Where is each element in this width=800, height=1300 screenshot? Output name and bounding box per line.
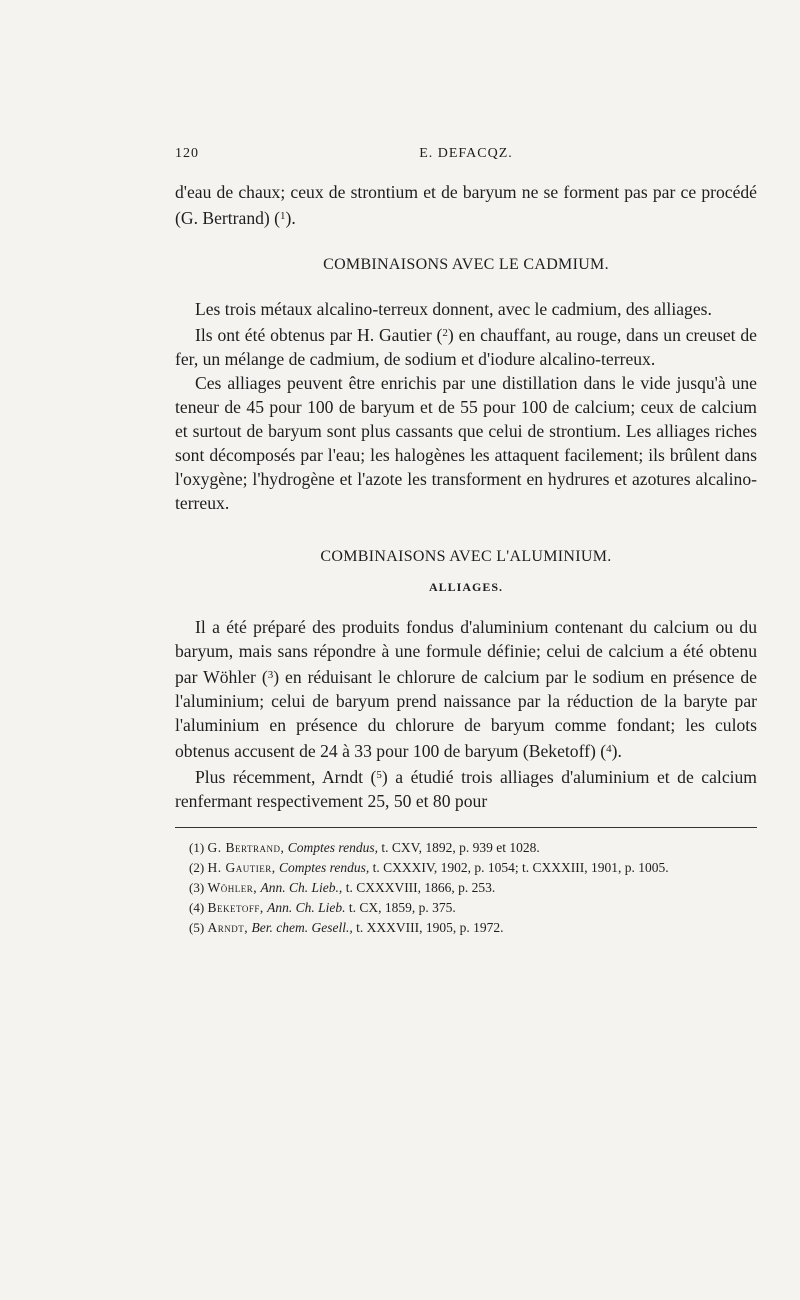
section-heading-cadmium: COMBINAISONS AVEC LE CADMIUM. [323,256,609,273]
footnote-ref: 4 [606,743,612,755]
footnote-number: (4) [189,900,205,915]
section-heading-aluminium: COMBINAISONS AVEC L'ALUMINIUM. [320,548,612,565]
footnote-author: H. Gautier, [207,860,276,875]
paragraph [175,763,757,813]
footnote-author: Arndt, [207,920,249,935]
footnote-ref: 3 [267,669,274,681]
text-run: ) en réduisant le chlorure de calcium par le sodium en présence de l'aluminium; celui de baryum prend naissance par la réduction de la baryte par l'aluminium en présence du chlorure de baryum comme fondant; les culots obtenus accusent de 24 à 33 pour 100 de baryum (Beketoff) ( [175,667,757,761]
text-run: ). [285,208,296,228]
paragraph: Les trois métaux alcalino-terreux donnent, avec le cadmium, des alliages. [195,299,712,319]
page-number: 120 [175,146,199,161]
footnote-number: (5) [189,920,205,935]
footnote [175,858,757,878]
footnote-journal: Ber. chem. Gesell., [251,920,353,935]
text-run: Il a été préparé des produits fondus d'aluminium contenant du calcium ou du baryum, mais sans répondre à une formule définie; celui de calcium a été obtenu par Wöhler ( [175,617,757,687]
footnote-journal: Comptes rendus, [279,860,370,875]
text-run: d'eau de chaux; ceux de strontium et de baryum ne se forment pas par ce procédé (G. Bertrand) ( [175,182,757,228]
footnote-journal: Comptes rendus, [287,840,379,855]
subsection-heading-alliages: ALLIAGES. [428,580,504,594]
footnote [175,878,757,898]
footnote [175,918,757,938]
footnote-number: (3) [189,880,205,895]
text-run: Plus récemment, Arndt ( [195,767,377,787]
footnote [175,898,757,918]
footnote-ref: 5 [376,769,382,781]
footnote-journal: Ann. Ch. Lieb. [267,900,346,915]
footnote-reference: t. CXV, 1892, p. 939 et 1028. [381,840,540,855]
text-run: ) en chauffant, au rouge, dans un creuset de fer, un mélange de cadmium, de sodium et d'iodure alcalino-terreux. [175,325,757,369]
paragraph [175,321,757,371]
footnote-author: G. Bertrand, [207,840,285,855]
footnote [175,838,757,858]
text-run: ) a étudié trois alliages d'aluminium et de calcium renfermant respectivement 25, 50 et 80 pour [175,767,757,811]
text-run: ). [611,741,622,761]
body-text [175,180,757,938]
footnote-reference: t. CXXXIV, 1902, p. 1054; t. CXXXIII, 1901, p. 1005. [372,860,669,875]
running-head [175,146,757,168]
paragraph [175,615,757,763]
footnote-ref: 2 [442,327,448,339]
footnote-reference: t. CXXXVIII, 1866, p. 253. [345,880,496,895]
footnote-author: Beketoff, [207,900,264,915]
footnote-number: (1) [189,840,205,855]
footnote-reference: t. CX, 1859, p. 375. [348,900,456,915]
footnote-reference: t. XXXVIII, 1905, p. 1972. [356,920,504,935]
footnote-number: (2) [189,860,205,875]
footnotes [175,838,757,938]
paragraph-continuation [175,180,757,230]
running-head-author: E. DEFACQZ. [419,146,513,161]
paragraph: Ces alliages peuvent être enrichis par une distillation dans le vide jusqu'à une teneur de 45 pour 100 de baryum et de 55 pour 100 de calcium; ceux de calcium et surtout de baryum sont plus cassants que celui de strontium. Les alliages riches sont décomposés par l'eau; les halogènes les attaquent facilement; ils brûlent dans l'oxygène; l'hydrogène et l'azote les transforment en hydrures et azotures alcalino-terreux. [175,373,757,513]
text-run: Ils ont été obtenus par H. Gautier ( [195,325,443,345]
footnote-author: Wöhler, [207,880,258,895]
footnote-ref: 1 [280,210,286,222]
footnote-journal: Ann. Ch. Lieb., [260,880,343,895]
footnote-rule [175,827,757,828]
